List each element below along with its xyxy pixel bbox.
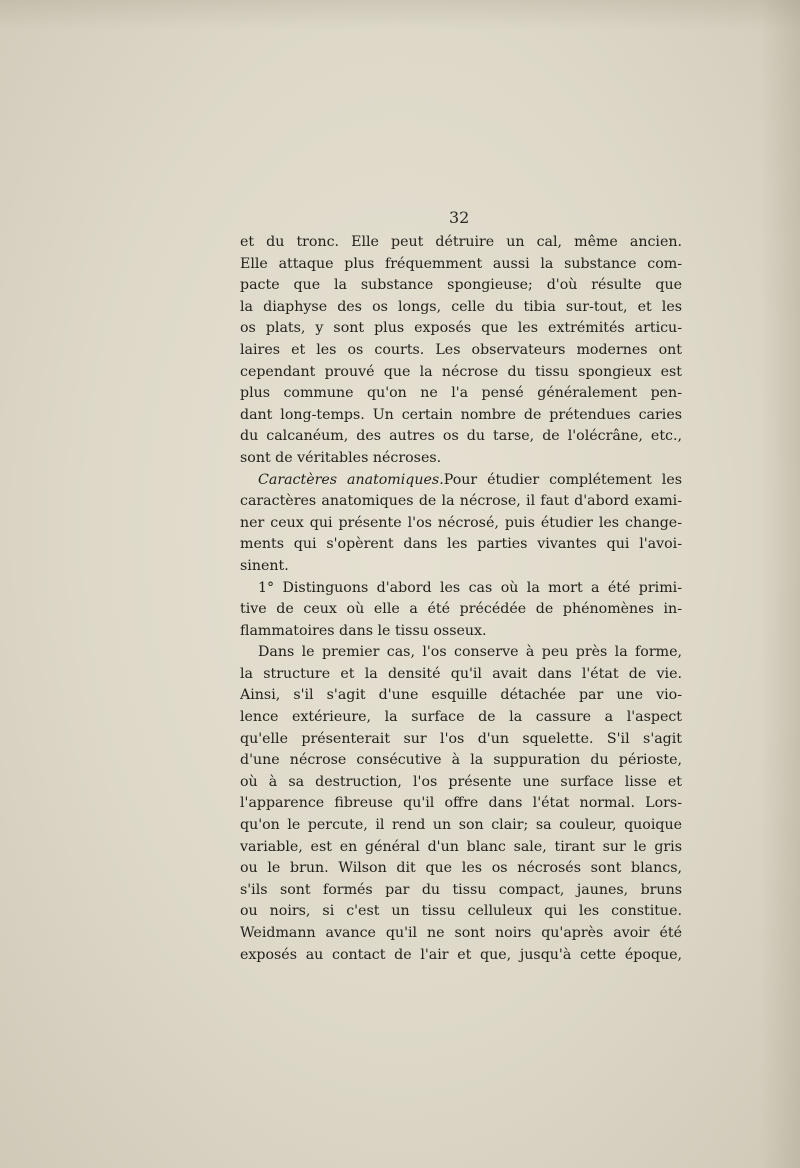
text-line: Elle attaque plus fréquemment aussi la substance com- [240, 255, 682, 272]
text-line: tive de ceux où elle a été précédée de phénomènes in- [240, 601, 682, 618]
text-line: la structure et la densité qu'il avait dans l'état de vie. [240, 665, 682, 682]
text-line: où à sa destruction, l'os présente une surface lisse et [240, 773, 682, 790]
text-run: Pour étudier complétement les [443, 471, 683, 488]
text-line: os plats, y sont plus exposés que les extrémités articu- [240, 320, 682, 337]
text-line: 1° Distinguons d'abord les cas où la mort a été primi- [258, 579, 682, 596]
text-line: exposés au contact de l'air et que, jusqu'à cette époque, [240, 946, 682, 963]
text-line: d'une nécrose consécutive à la suppuration du périoste, [240, 752, 682, 769]
paragraph-3 [240, 578, 682, 643]
text-line: qu'elle présenterait sur l'os d'un squelette. S'il s'agit [240, 730, 682, 747]
text-line: cependant prouvé que la nécrose du tissu spongieux est [240, 363, 682, 380]
text-line: dant long-temps. Un certain nombre de prétendues caries [240, 406, 682, 423]
text-line: lence extérieure, la surface de la cassure a l'aspect [240, 709, 682, 726]
text-line: ou noirs, si c'est un tissu celluleux qui les constitue. [240, 903, 682, 920]
text-line: s'ils sont formés par du tissu compact, jaunes, bruns [240, 881, 682, 898]
text-line: ments qui s'opèrent dans les parties vivantes qui l'avoi- [240, 536, 682, 553]
text-line: ou le brun. Wilson dit que les os nécrosés sont blancs, [240, 860, 682, 877]
paragraph-1 [240, 232, 682, 470]
body-text [240, 232, 682, 966]
text-line: la diaphyse des os longs, celle du tibia sur-tout, et les [240, 298, 682, 315]
text-line: pacte que la substance spongieuse; d'où résulte que [240, 277, 682, 294]
text-line: sont de véritables nécroses. [240, 449, 442, 466]
text-line: l'apparence fibreuse qu'il offre dans l'état normal. Lors- [240, 795, 682, 812]
text-line: caractères anatomiques de la nécrose, il faut d'abord exami- [240, 493, 682, 510]
paragraph-4 [240, 642, 682, 966]
page-number: 32 [449, 208, 470, 227]
text-line: et du tronc. Elle peut détruire un cal, même ancien. [240, 234, 682, 250]
text-line: flammatoires dans le tissu osseux. [240, 622, 487, 639]
page-top-shadow [0, 0, 800, 30]
section-heading: Caractères anatomiques. [258, 471, 444, 488]
text-line: variable, est en général d'un blanc sale, tirant sur le gris [240, 838, 682, 855]
text-line: ner ceux qui présente l'os nécrosé, puis étudier les change- [240, 514, 682, 531]
text-line: laires et les os courts. Les observateurs modernes ont [240, 341, 682, 358]
text-line [240, 470, 682, 492]
page-edge-shadow [760, 0, 800, 1168]
text-line: du calcanéum, des autres os du tarse, de l'olécrâne, etc., [240, 428, 682, 445]
text-line: sinent. [240, 557, 289, 574]
text-line: plus commune qu'on ne l'a pensé généralement pen- [240, 385, 682, 402]
text-line: Weidmann avance qu'il ne sont noirs qu'après avoir été [240, 925, 682, 941]
paragraph-2 [240, 470, 682, 578]
text-line: Dans le premier cas, l'os conserve à peu près la forme, [258, 644, 682, 661]
text-line: Ainsi, s'il s'agit d'une esquille détachée par une vio- [240, 687, 682, 704]
text-line: qu'on le percute, il rend un son clair; sa couleur, quoique [240, 817, 682, 834]
